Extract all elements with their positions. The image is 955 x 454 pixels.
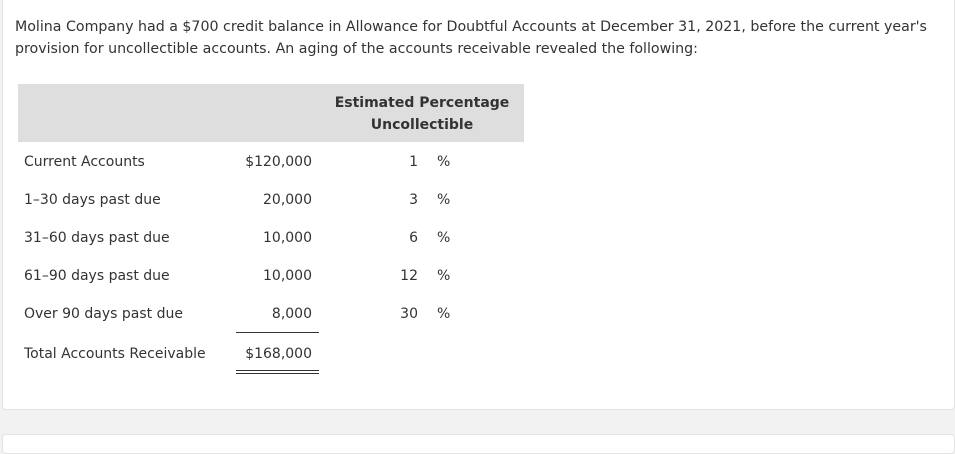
column-header-line2: Uncollectible xyxy=(370,117,474,133)
row-label-over-90: Over 90 days past due xyxy=(24,306,183,322)
row-pct-over-90: 30 xyxy=(400,306,418,322)
row-pct-sign-1-30: % xyxy=(437,192,451,208)
row-label-61-90: 61–90 days past due xyxy=(24,268,170,284)
row-amount-1-30: 20,000 xyxy=(263,192,312,208)
row-pct-31-60: 6 xyxy=(409,230,418,246)
next-card xyxy=(2,434,955,454)
subtotal-rule xyxy=(236,332,319,333)
problem-statement: Molina Company had a $700 credit balance in Allowance for Doubtful Accounts at December 31, 2021, before the current year's provision for uncollectible accounts. An aging of the accounts receivable revealed the following: xyxy=(15,19,927,57)
row-label-1-30: 1–30 days past due xyxy=(24,192,161,208)
row-pct-sign-31-60: % xyxy=(437,230,451,246)
total-label: Total Accounts Receivable xyxy=(24,346,206,362)
row-label-31-60: 31–60 days past due xyxy=(24,230,170,246)
row-pct-1-30: 3 xyxy=(409,192,418,208)
row-amount-current: $120,000 xyxy=(245,154,312,170)
column-header-estimated-percentage xyxy=(322,92,522,136)
total-amount: $168,000 xyxy=(245,346,312,362)
row-pct-sign-over-90: % xyxy=(437,306,451,322)
row-label-current: Current Accounts xyxy=(24,154,145,170)
row-pct-61-90: 12 xyxy=(400,268,418,284)
row-pct-sign-61-90: % xyxy=(437,268,451,284)
column-header-line1: Estimated Percentage xyxy=(334,95,510,111)
row-amount-over-90: 8,000 xyxy=(271,306,312,322)
row-pct-sign-current: % xyxy=(437,154,451,170)
row-amount-31-60: 10,000 xyxy=(263,230,312,246)
row-pct-current: 1 xyxy=(409,154,418,170)
row-amount-61-90: 10,000 xyxy=(263,268,312,284)
total-double-rule xyxy=(236,370,319,374)
